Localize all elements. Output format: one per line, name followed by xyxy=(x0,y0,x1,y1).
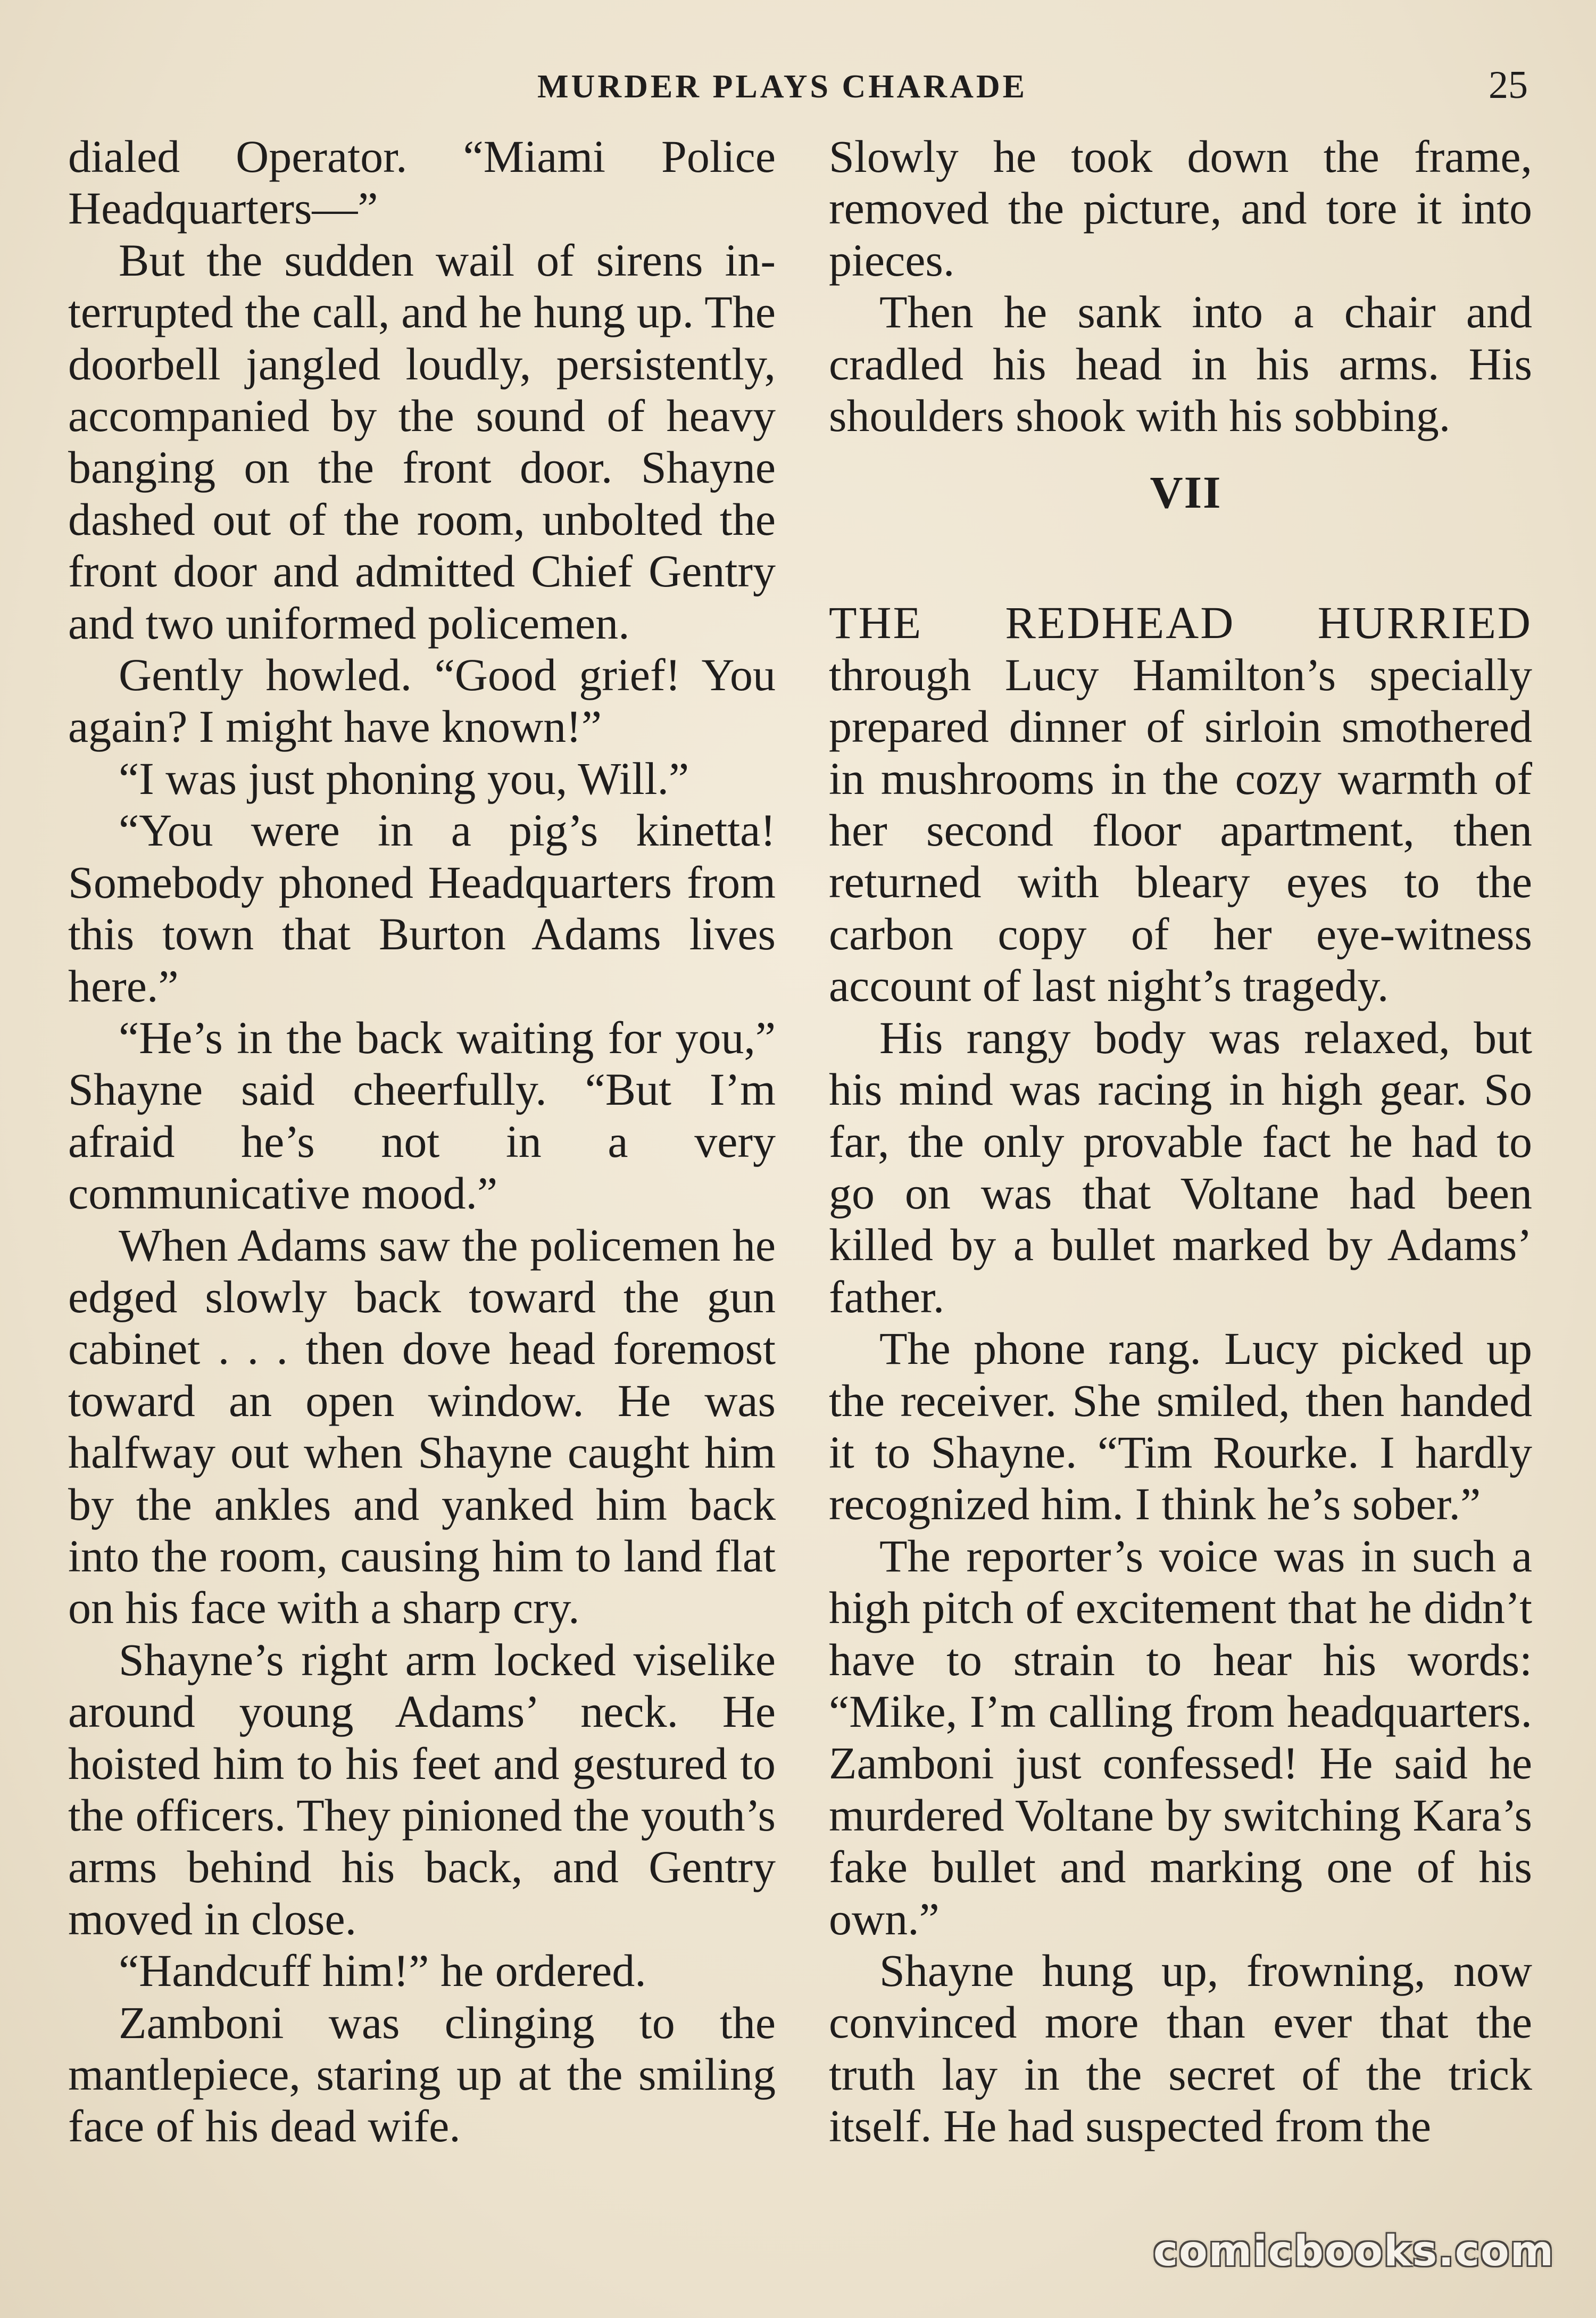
paragraph: The reporter’s voice was in such a high pitch of excitement that he didn’t have to strain to hear his words: “Mike, I’m calling from headquarters. Zamboni just confessed! He said he murdered Voltane by switching Kara’s fake bullet and marking one of his own.” xyxy=(829,1530,1532,1944)
chapter-heading: VII xyxy=(1150,467,1222,518)
right-column xyxy=(829,131,1532,2153)
paragraph: When Adams saw the policemen he edged slowly back toward the gun cabinet . . . then dove head foremost toward an open window. He was halfway out when Shayne caught him by the ankles and yanked him back into the room, causing him to land flat on his face with a sharp cry. xyxy=(68,1219,776,1634)
paragraph: The phone rang. Lucy picked up the receiver. She smiled, then handed it to Shayne. “Tim Rourke. I hardly recognized him. I think he’s sober.” xyxy=(829,1323,1532,1530)
paragraph: dialed Operator. “Miami Police Headquarters—” xyxy=(68,131,776,234)
paragraph: His rangy body was relaxed, but his mind was racing in high gear. So far, the only provable fact he had to go on was that Voltane had been killed by a bullet marked by Adams’ father. xyxy=(829,1012,1532,1322)
paragraph: “Handcuff him!” he ordered. xyxy=(119,1945,646,1997)
paragraph-text: through Lucy Hamilton’s specially prepared dinner of sirloin smothered in mushrooms in the cozy warmth of her second floor apartment, then returned with bleary eyes to the carbon copy of her eye-witness account of last night’s tragedy. xyxy=(829,649,1532,1012)
paragraph: Zamboni was clinging to the mantlepiece, staring up at the smiling face of his dead wife. xyxy=(68,1997,776,2152)
paragraph: Shayne’s right arm locked viselike around young Adams’ neck. He hoisted him to his feet and gestured to the officers. They pinioned the youth’s arms behind his back, and Gentry moved in close. xyxy=(68,1634,776,1944)
page-number: 25 xyxy=(1489,63,1528,107)
paragraph xyxy=(829,597,1532,1012)
left-column xyxy=(68,131,776,2153)
paragraph: “You were in a pig’s kinetta! Somebody phoned Headquarters from this town that Burton Adams lives here.” xyxy=(68,805,776,1012)
paragraph: Slowly he took down the frame, removed the picture, and tore it into pieces. xyxy=(829,131,1532,286)
paragraph: Gently howled. “Good grief! You again? I might have known!” xyxy=(68,649,776,752)
chapter-lead-in: THE REDHEAD HURRIED xyxy=(829,597,1532,649)
running-head xyxy=(0,63,1596,111)
paragraph: “He’s in the back waiting for you,” Shayne said cheerfully. “But I’m afraid he’s not in a very communicative mood.” xyxy=(68,1012,776,1219)
paragraph: “I was just phoning you, Will.” xyxy=(119,752,689,804)
running-title: MURDER PLAYS CHARADE xyxy=(537,69,1027,105)
paragraph: Shayne hung up, frowning, now convinced more than ever that the truth lay in the secret of the trick itself. He had suspected from the xyxy=(829,1945,1532,2152)
watermark: comicbooks.com xyxy=(1153,2228,1555,2275)
paragraph: But the sudden wail of sirens interrupted the call, and he hung up. The doorbell jangled loudly, persistently, accompanied by the sound of heavy banging on the front door. Shayne dashed out of the room, unbolted the front door and admitted Chief Gentry and two uniformed policemen. xyxy=(68,234,776,649)
paragraph: Then he sank into a chair and cradled his head in his arms. His shoulders shook with his sobbing. xyxy=(829,286,1532,442)
